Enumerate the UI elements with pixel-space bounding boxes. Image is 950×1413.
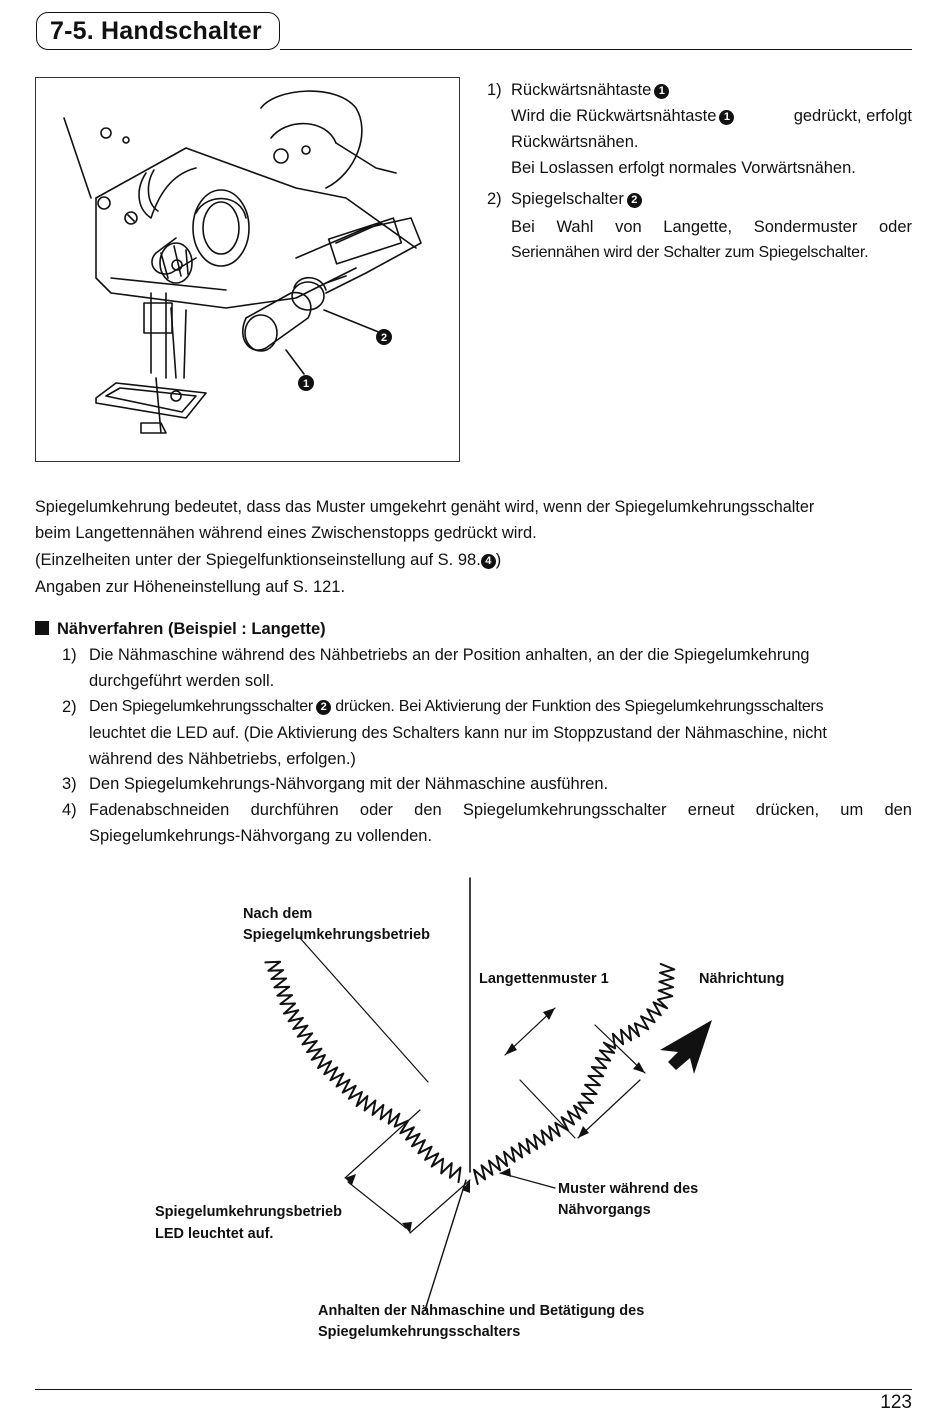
paragraph-line-3a: (Einzelheiten unter der Spiegelfunktionseinstellung auf S. 98. [35, 551, 481, 569]
item-1-line-1 [511, 103, 912, 129]
label-pattern: Langettenmuster 1 [479, 971, 609, 987]
step-4-line-1: Fadenabschneiden durchführen oder den Spiegelumkehrungsschalter erneut drücken, um den [89, 801, 912, 819]
step-3-line-1: Den Spiegelumkehrungs-Nähvorgang mit der Nähmaschine ausführen. [89, 775, 609, 793]
item-1-title [487, 77, 669, 103]
step-2-line-1 [89, 694, 823, 720]
item-1-line-3: Bei Loslassen erfolgt normales Vorwärtsnähen. [511, 159, 856, 177]
label-during-1: Muster während des [558, 1181, 699, 1197]
badge-2: 2 [627, 193, 642, 208]
footer-rule [35, 1389, 912, 1390]
item-1-number: 1) [487, 81, 502, 99]
procedure-heading-text: Nähverfahren (Beispiel : Langette) [57, 620, 326, 638]
paragraph-line-2: beim Langettennähen während eines Zwischenstopps gedrückt wird. [35, 524, 537, 542]
callout-1-text: 1 [302, 378, 310, 390]
badge-1: 1 [654, 84, 669, 99]
paragraph-line-1: Spiegelumkehrung bedeutet, dass das Muster umgekehrt genäht wird, wenn der Spiegelumkehrungsschalter [35, 498, 815, 516]
zigzag-after-mirror [265, 962, 460, 1182]
step-2-line-1b: drücken. Bei Aktivierung der Funktion des Spiegelumkehrungsschalters [335, 698, 824, 715]
step-2-number: 2) [62, 698, 77, 716]
leader-after [300, 938, 428, 1082]
item-2-title [487, 186, 642, 212]
item-2-line-2: Seriennähen wird der Schalter zum Spiegelschalter. [511, 244, 869, 261]
item-1-line-1a: Wird die Rückwärtsnähtaste [511, 107, 717, 125]
paragraph-line-3 [35, 547, 501, 573]
item-2-line-1: Bei Wahl von Langette, Sondermuster oder [511, 218, 912, 236]
step-2-line-2: leuchtet die LED auf. (Die Aktivierung des Schalters kann nur im Stoppzustand der Nähmaschine, nicht [89, 724, 827, 742]
label-stop-2: Spiegelumkehrungsschalters [318, 1324, 521, 1340]
step-4-line-2: Spiegelumkehrungs-Nähvorgang zu vollenden. [89, 827, 433, 845]
direction-arrow-icon [660, 1020, 712, 1074]
label-after-1: Nach dem [243, 906, 313, 922]
zigzag-during-sewing [474, 964, 674, 1184]
step-2-line-3: während des Nähbetriebs, erfolgen.) [89, 750, 356, 768]
paragraph-line-3b: ) [495, 551, 502, 569]
step-2-line-1a: Den Spiegelumkehrungsschalter [89, 698, 313, 715]
machine-illustration [35, 77, 460, 462]
procedure-heading [35, 616, 326, 642]
badge-2: 2 [316, 700, 331, 715]
badge-1: 1 [719, 110, 734, 125]
step-3-number: 3) [62, 775, 77, 793]
step-1-number: 1) [62, 646, 77, 664]
step-4-number: 4) [62, 801, 77, 819]
label-direction: Nährichtung [699, 971, 785, 987]
label-during-2: Nähvorgangs [558, 1202, 651, 1218]
square-bullet-icon [35, 621, 49, 635]
badge-4: 4 [481, 554, 496, 569]
callout-2-text: 2 [380, 332, 388, 344]
label-led-2: LED leuchtet auf. [155, 1226, 274, 1242]
item-1-line-1b: gedrückt, erfolgt [793, 107, 912, 125]
stitch-diagram [0, 860, 950, 1380]
item-1-line-2: Rückwärtsnähen. [511, 133, 639, 151]
label-after-2: Spiegelumkehrungsbetrieb [243, 927, 430, 943]
label-led-1: Spiegelumkehrungsbetrieb [155, 1204, 342, 1220]
step-1-line-2: durchgeführt werden soll. [89, 672, 275, 690]
item-2-title-text: Spiegelschalter [511, 190, 624, 208]
step-1-line-1: Die Nähmaschine während des Nähbetriebs an der Position anhalten, an der die Spiegelumkehrung [89, 646, 810, 664]
dimension-line-led [348, 1182, 406, 1228]
label-stop-1: Anhalten der Nähmaschine und Betätigung des [318, 1303, 645, 1319]
title-rule [280, 49, 912, 50]
machine-drawing [36, 78, 461, 463]
item-2-number: 2) [487, 190, 502, 208]
section-title: 7-5. Handschalter [50, 17, 262, 45]
page-number: 123 [880, 1392, 912, 1413]
item-1-title-text: Rückwärtsnähtaste [511, 81, 652, 99]
paragraph-line-4: Angaben zur Höheneinstellung auf S. 121. [35, 578, 346, 596]
